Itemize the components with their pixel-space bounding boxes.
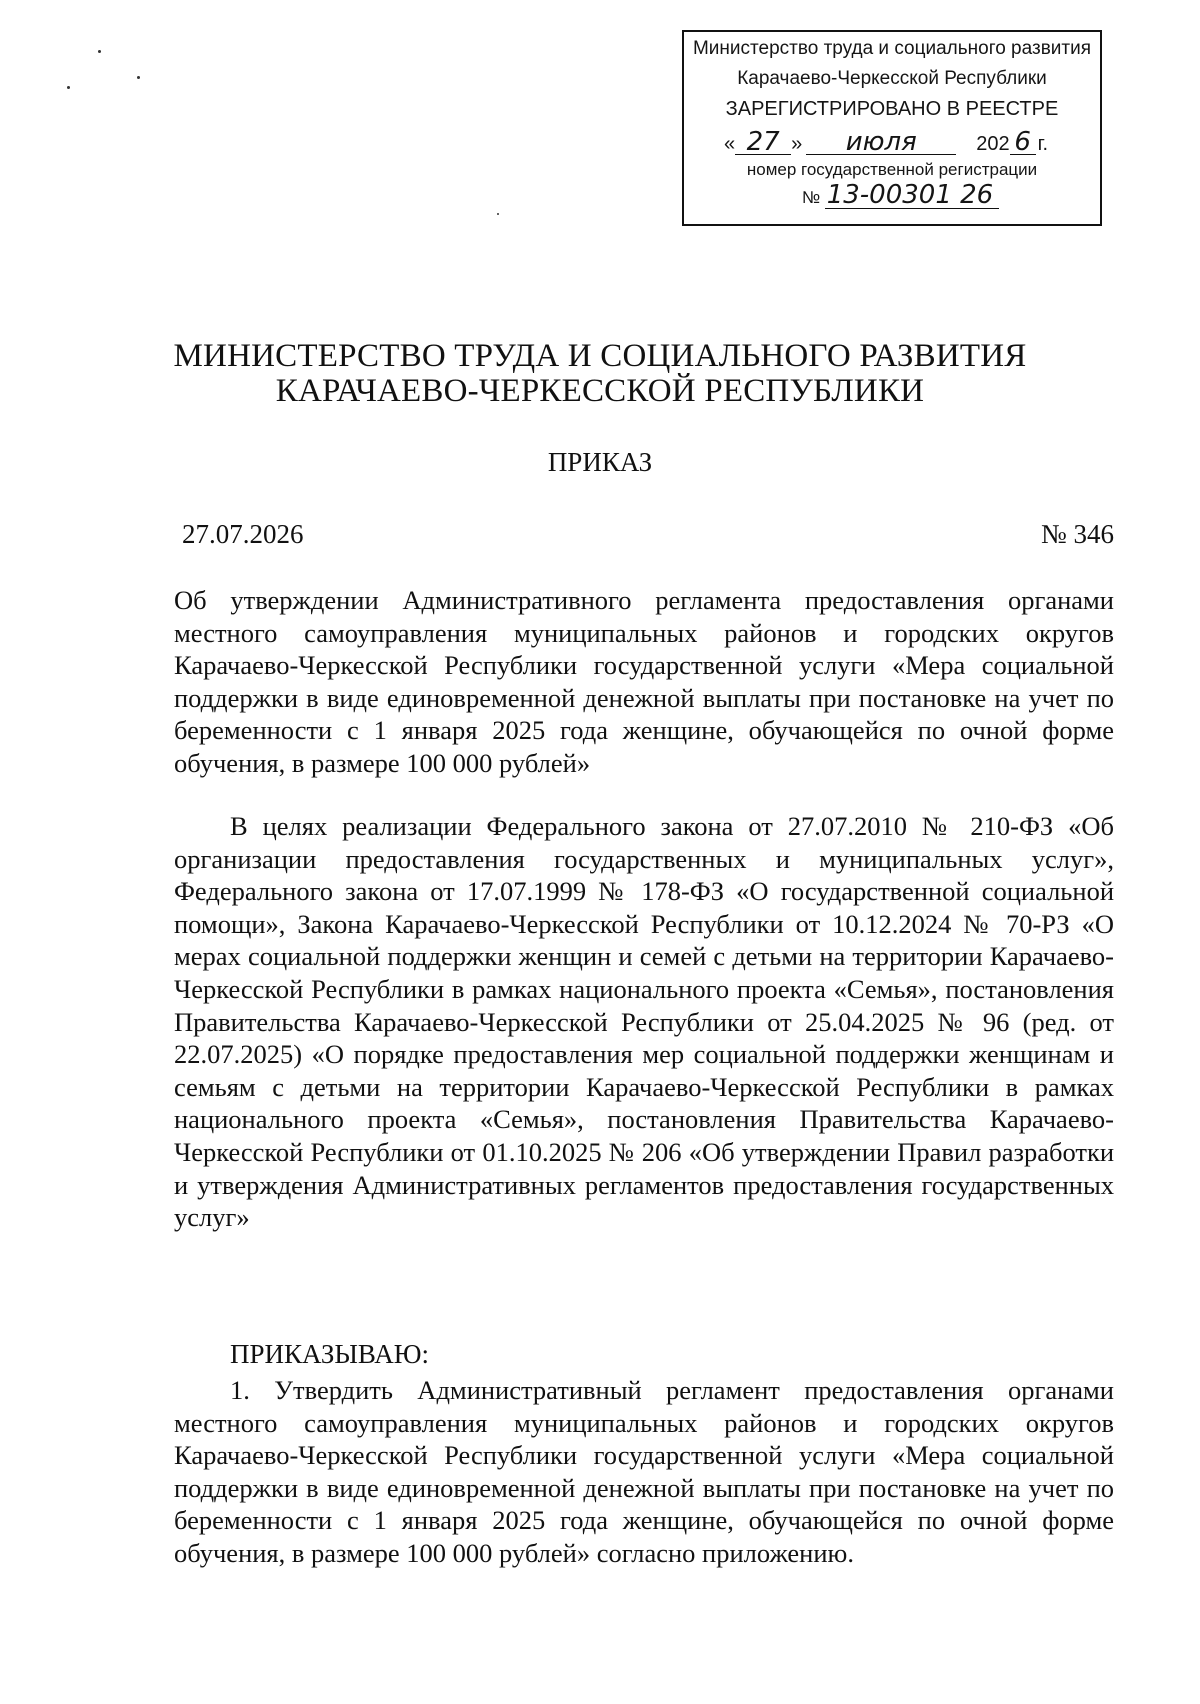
order-preamble: В целях реализации Федерального закона от 27.07.2010 № 210-ФЗ «Об организации предоставления государственных и муниципальных услуг», Федерального закона от 17.07.1999 № 178-ФЗ «О государственной социальной помощи», Закона Карачаево-Черкесской Республики от 10.12.2024 № 70-РЗ «О мерах социальной поддержки женщин и семей с детьми на территории Карачаево-Черкесской Республики в рамках национального проекта «Семья», постановления Правительства Карачаево-Черкесской Республики от 25.04.2025 № 96 (ред. от 22.07.2025) «О порядке предоставления мер социальной поддержки женщинам и семьям с детьми на территории Карачаево-Черкесской Республики в рамках национального проекта «Семья», постановления Правительства Карачаево-Черкесской Республики от 01.10.2025 № 206 «Об утверждении Правил разработки и утверждения Административных регламентов предоставления государственных услуг» <box>174 811 1114 1233</box>
stamp-day-handwritten: 27 <box>735 130 791 155</box>
stamp-number-sign: № <box>802 188 821 207</box>
ministry-title-line2: КАРАЧАЕВО-ЧЕРКЕССКОЙ РЕСПУБЛИКИ <box>275 373 925 409</box>
stamp-date-line <box>724 127 1090 157</box>
scan-speck <box>137 76 140 79</box>
stamp-ministry-line1: Министерство труда и социального развития <box>692 38 1092 59</box>
stamp-close-quote: » <box>791 133 803 155</box>
stamp-year-suffix: г. <box>1037 133 1049 155</box>
stamp-month-handwritten: июля <box>806 130 956 155</box>
stamp-year-prefix: 202 <box>976 133 1010 155</box>
stamp-registered-label: ЗАРЕГИСТРИРОВАНО В РЕЕСТРЕ <box>725 98 1059 120</box>
registration-stamp <box>682 30 1102 226</box>
stamp-open-quote: « <box>724 133 736 155</box>
scan-speck <box>98 50 101 53</box>
stamp-reg-label: номер государственной регистрации <box>746 160 1038 179</box>
document-date: 27.07.2026 <box>182 519 304 549</box>
orders-heading: ПРИКАЗЫВАЮ: <box>230 1339 429 1369</box>
order-subject: Об утверждении Административного регламента предоставления органами местного самоуправления муниципальных районов и городских округов Карачаево-Черкесской Республики государственной услуги «Мера социальной поддержки в виде единовременной денежной выплаты при постановке на учет по беременности с 1 января 2025 года женщине, обучающейся по очной форме обучения, в размере 100 000 рублей» <box>174 585 1114 778</box>
stamp-reg-number-line <box>802 182 1090 209</box>
stamp-ministry-line2: Карачаево-Черкесской Республики <box>737 68 1047 89</box>
document-type: ПРИКАЗ <box>547 447 653 477</box>
scan-speck <box>497 213 499 215</box>
stamp-year-digit-handwritten: 6 <box>1010 130 1036 155</box>
document-number: № 346 <box>1040 519 1114 549</box>
stamp-reg-number-handwritten: 13-00301 26 <box>825 182 1000 209</box>
order-item-1: 1. Утвердить Административный регламент предоставления органами местного самоуправления муниципальных районов и городских округов Карачаево-Черкесской Республики государственной услуги «Мера социальной поддержки в виде единовременной денежной выплаты при постановке на учет по беременности с 1 января 2025 года женщине, обучающейся по очной форме обучения, в размере 100 000 рублей» согласно приложению. <box>174 1375 1114 1568</box>
scan-speck <box>67 86 70 89</box>
ministry-title-line1: МИНИСТЕРСТВО ТРУДА И СОЦИАЛЬНОГО РАЗВИТИЯ <box>173 338 1027 374</box>
